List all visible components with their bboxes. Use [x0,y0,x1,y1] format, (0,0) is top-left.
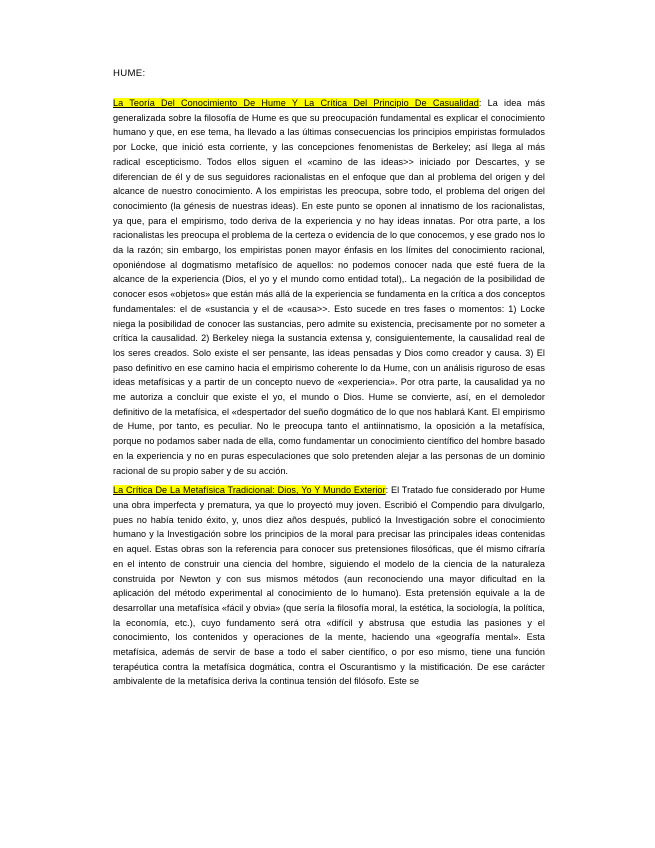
document-body [113,67,545,694]
document-heading: HUME: [113,68,146,79]
section-title-causality: La Teoría Del Conocimiento De Hume Y La Crítica Del Principio De Casualidad [113,98,479,108]
section-body-metaphysics: : El Tratado fue considerado por Hume una obra imperfecta y prematura, ya que lo proyectó muy joven. Escribió el Compendio para divulgarlo, pues no había tenido éxito, y, unos diez años después, publicó la Investigación sobre el conocimiento humano y la Investigación sobre los principios de la moral para precisar las principales ideas contenidas en aquel. Estas obras son la referencia para conocer sus pretensiones filosóficas, que él mismo cifraría en el intento de construir una ciencia del hombre, siguiendo el modelo de la ciencia de la naturaleza construida por Newton y con sus mismos métodos (aun reconociendo una mayor dificultad en la aplicación del método experimental al conocimiento de lo humano). Esta pretensión equivale a la de desarrollar una metafísica «fácil y obvia» (que sería la filosofía moral, la estética, la sociología, la política, la economía, etc.), cuyo fundamento será otra «difícil y abstrusa que estudia las pasiones y el conocimiento, los contenidos y operaciones de la mente, haciendo una «geografía mental». Esta metafísica, además de servir de base a todo el saber científico, o por eso mismo, tiene una función terapéutica contra la metafísica dogmática, contra el Oscurantismo y la mistificación. De ese carácter ambivalente de la metafísica deriva la continua tensión del filósofo. Este se [113,485,546,687]
section-title-metaphysics: La Crítica De La Metafísica Tradicional: Dios, Yo Y Mundo Exterior [113,485,386,496]
section-paragraph-metaphysics [113,483,545,689]
section-paragraph-causality [113,96,545,478]
section-body-causality: : La idea más generalizada sobre la filosofía de Hume es que su preocupación fundamental es explicar el conocimiento humano y que, en ese tema, ha llevado a las últimas consecuencias los principios empiristas formulados por Locke, que inició esta corriente, y las concepciones fenomenistas de Berkeley; así llega al más radical escepticismo. Todos ellos siguen el «camino de las ideas>> iniciado por Descartes, y se diferencian de él y de sus seguidores racionalistas en el enfoque que dan al problema del origen y del alcance de nuestro conocimiento. A los empiristas les preocupa, sobre todo, el problema del origen del conocimiento (la génesis de nuestras ideas). En este punto se oponen al innatismo de los racionalistas, ya que, para el empirismo, todo deriva de la experiencia y no hay ideas innatas. Por otra parte, a los racionalistas les preocupa el problema de la certeza o evidencia de lo que conocemos, y ese grado nos lo da la razón; sin embargo, los empiristas ponen mayor énfasis en los límites del conocimiento racional, oponiéndose al dogmatismo metafísico de aquellos: no podemos conocer nada que esté fuera de la alcance de la experiencia (Dios, el yo y el mundo como entidad total),. La negación de la posibilidad de conocer esos «objetos» que están más allá de la experiencia se fundamenta en la crítica a dos conceptos fundamentales: el de «sustancia y el de «causa>>. Esto sucede en tres fases o momentos: 1) Locke niega la posibilidad de conocer las sustancias, pero admite su existencia, precisamente por no someter a crítica la causalidad. 2) Berkeley niega la sustancia extensa y, consiguientemente, la causalidad real de los seres creados. Solo existe el ser pensante, las ideas pensadas y Dios como creador y causa. 3) El paso definitivo en ese camino hacia el empirismo coherente lo da Hume, con un análisis riguroso de esas ideas metafísicas y a partir de un concepto nuevo de «experiencia». Por otra parte, la causalidad ya no me autoriza a concluir que existe el yo, el mundo o Dios. Hume se convierte, así, en el demoledor definitivo de la metafísica, el «despertador del sueño dogmático de lo que nos hablará Kant. El empirismo de Hume, por tanto, es peculiar. No le preocupa tanto el antiinnatismo, la oposición a la metafísica, porque no podamos saber nada de ella, como fundamentar un conocimiento científico del hombre basado en la experiencia y no en puras especulaciones que solo pretenden alejar a las personas de un dominio racional de su propio saber y de su acción. [113,98,545,476]
